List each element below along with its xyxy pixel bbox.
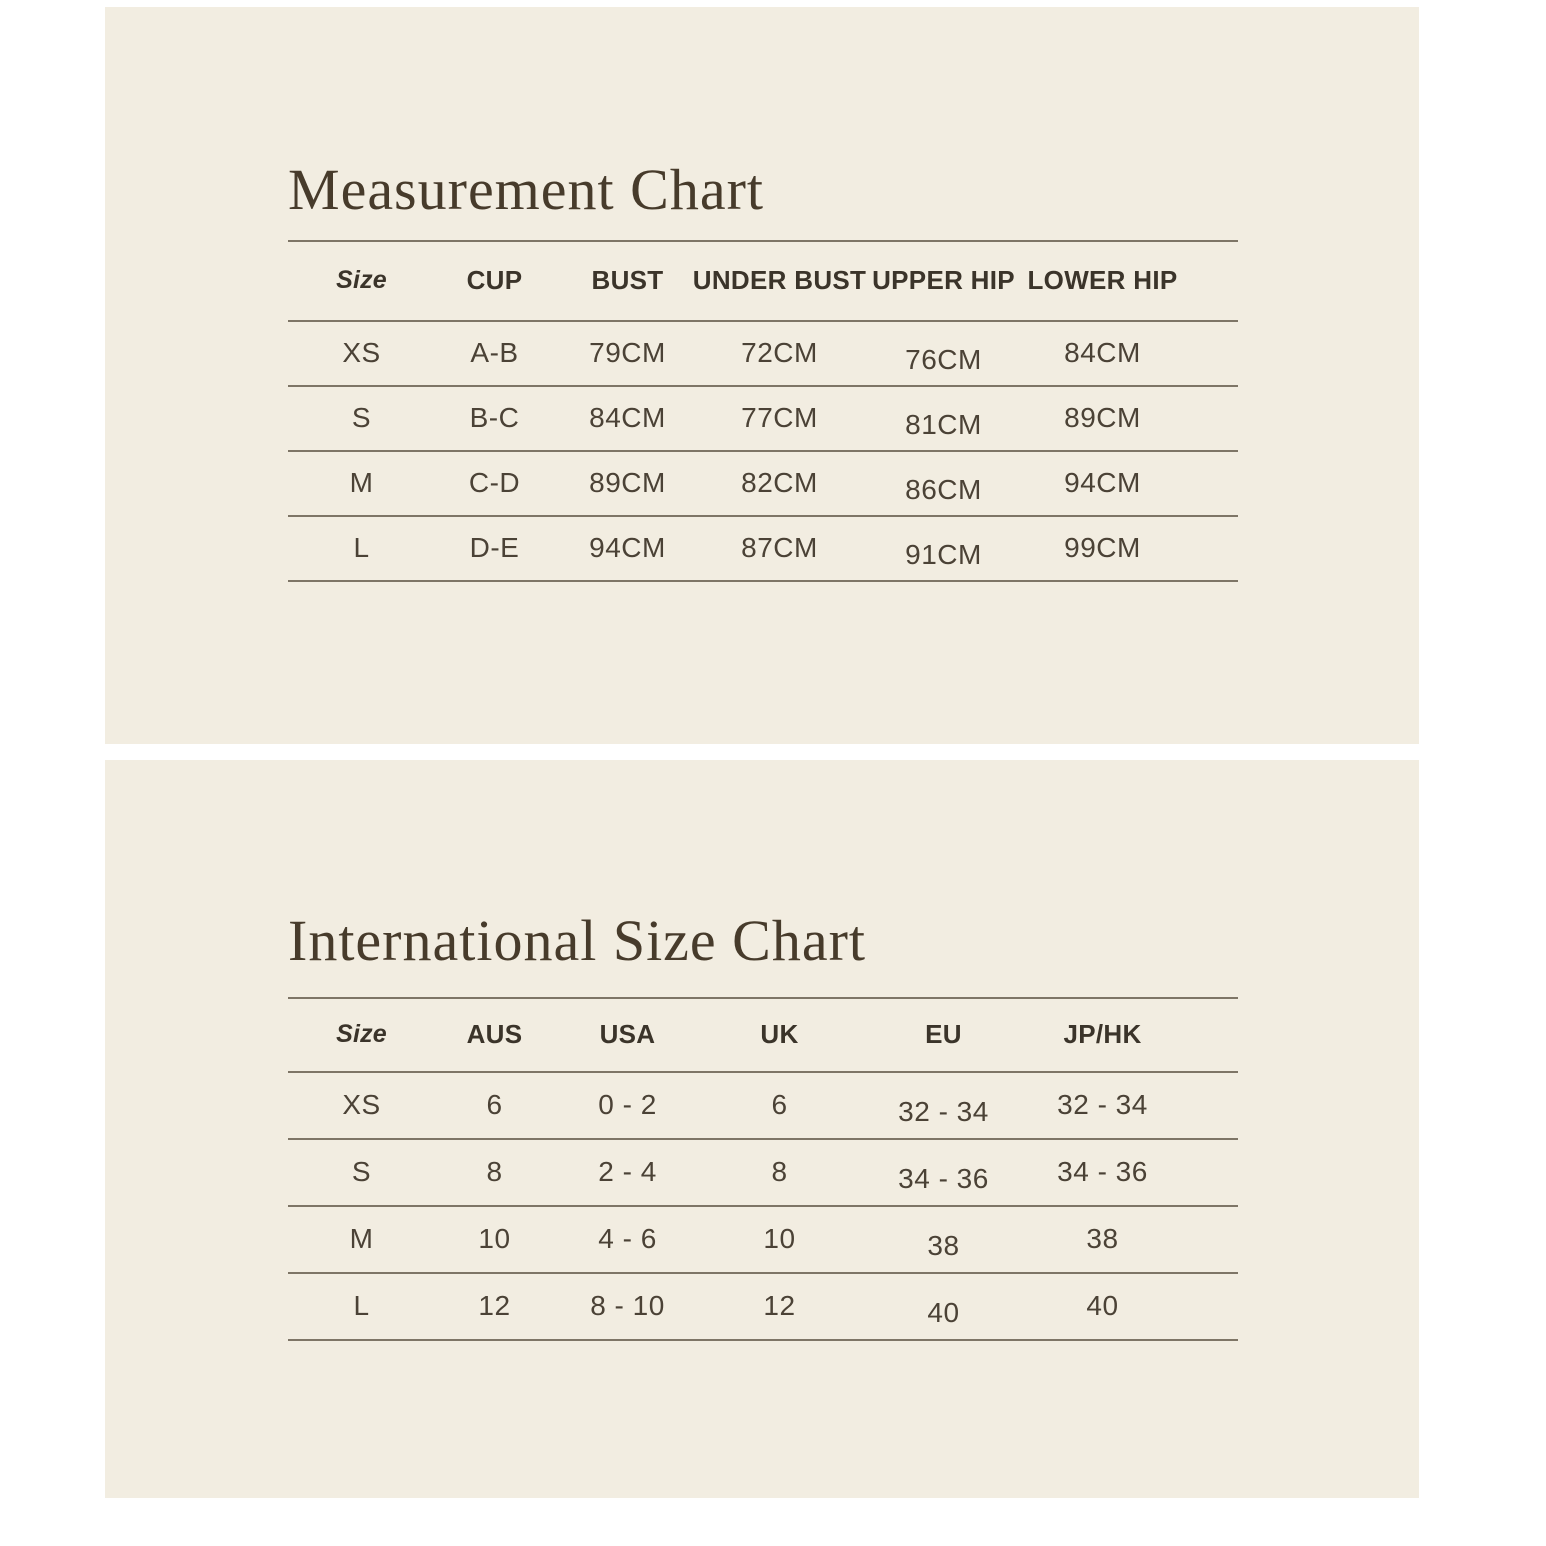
table-cell: 87CM <box>741 532 818 564</box>
table-cell: 34 - 36 <box>1057 1156 1148 1188</box>
column-header: AUS <box>466 1019 523 1050</box>
column-header: USA <box>599 1019 656 1050</box>
column-header: CUP <box>466 265 523 296</box>
table-row <box>288 387 1238 452</box>
table-cell: A-B <box>470 337 519 369</box>
table-cell: 89CM <box>1064 402 1141 434</box>
column-header: UNDER BUST <box>692 265 867 296</box>
column-header: EU <box>925 1019 962 1050</box>
table-cell: 86CM <box>905 474 982 506</box>
table-row <box>288 322 1238 387</box>
table-cell: 8 - 10 <box>590 1290 665 1322</box>
measurement-chart-table <box>288 240 1238 582</box>
table-cell: 72CM <box>741 337 818 369</box>
column-header: BUST <box>591 265 664 296</box>
table-cell: 77CM <box>741 402 818 434</box>
table-cell: 91CM <box>905 539 982 571</box>
table-cell: XS <box>342 337 381 369</box>
international-size-chart-panel <box>105 760 1419 1498</box>
table-cell: 38 <box>927 1230 960 1262</box>
measurement-chart-panel <box>105 7 1419 744</box>
international-size-chart-header-row <box>288 997 1238 1073</box>
table-cell: 10 <box>763 1223 796 1255</box>
table-cell: 99CM <box>1064 532 1141 564</box>
table-cell: 94CM <box>1064 467 1141 499</box>
table-cell: 32 - 34 <box>1057 1089 1148 1121</box>
table-cell: 38 <box>1086 1223 1119 1255</box>
table-row <box>288 1207 1238 1274</box>
table-row <box>288 1274 1238 1341</box>
table-cell: M <box>349 1223 374 1255</box>
column-header: UPPER HIP <box>872 265 1015 296</box>
table-row <box>288 1073 1238 1140</box>
table-cell: S <box>351 402 372 434</box>
column-header: Size <box>336 266 387 295</box>
table-cell: 40 <box>927 1297 960 1329</box>
table-cell: 0 - 2 <box>598 1089 657 1121</box>
table-row <box>288 452 1238 517</box>
column-header: Size <box>336 1020 387 1049</box>
table-cell: 82CM <box>741 467 818 499</box>
table-cell: 84CM <box>1064 337 1141 369</box>
table-cell: 34 - 36 <box>898 1163 989 1195</box>
table-cell: 89CM <box>589 467 666 499</box>
column-header: JP/HK <box>1063 1019 1142 1050</box>
measurement-chart-title: Measurement Chart <box>288 157 765 222</box>
table-cell: 81CM <box>905 409 982 441</box>
table-cell: D-E <box>469 532 520 564</box>
table-cell: 10 <box>478 1223 511 1255</box>
column-header: LOWER HIP <box>1027 265 1178 296</box>
table-cell: 4 - 6 <box>598 1223 657 1255</box>
table-cell: C-D <box>468 467 521 499</box>
table-cell: B-C <box>469 402 520 434</box>
column-header: UK <box>760 1019 799 1050</box>
table-cell: 2 - 4 <box>598 1156 657 1188</box>
table-cell: L <box>353 532 370 564</box>
table-row <box>288 517 1238 582</box>
table-cell: 79CM <box>589 337 666 369</box>
table-cell: M <box>349 467 374 499</box>
table-cell: 6 <box>486 1089 503 1121</box>
international-size-chart-title: International Size Chart <box>288 908 867 973</box>
table-cell: S <box>351 1156 372 1188</box>
table-cell: 8 <box>771 1156 788 1188</box>
table-cell: 8 <box>486 1156 503 1188</box>
table-cell: 32 - 34 <box>898 1096 989 1128</box>
table-row <box>288 1140 1238 1207</box>
international-size-chart-table <box>288 997 1238 1341</box>
table-cell: 94CM <box>589 532 666 564</box>
table-cell: 12 <box>478 1290 511 1322</box>
table-cell: 84CM <box>589 402 666 434</box>
measurement-chart-body <box>288 322 1238 582</box>
measurement-chart-header-row <box>288 240 1238 322</box>
table-cell: 40 <box>1086 1290 1119 1322</box>
table-cell: XS <box>342 1089 381 1121</box>
table-cell: 6 <box>771 1089 788 1121</box>
table-cell: L <box>353 1290 370 1322</box>
international-size-chart-body <box>288 1073 1238 1341</box>
table-cell: 12 <box>763 1290 796 1322</box>
table-cell: 76CM <box>905 344 982 376</box>
